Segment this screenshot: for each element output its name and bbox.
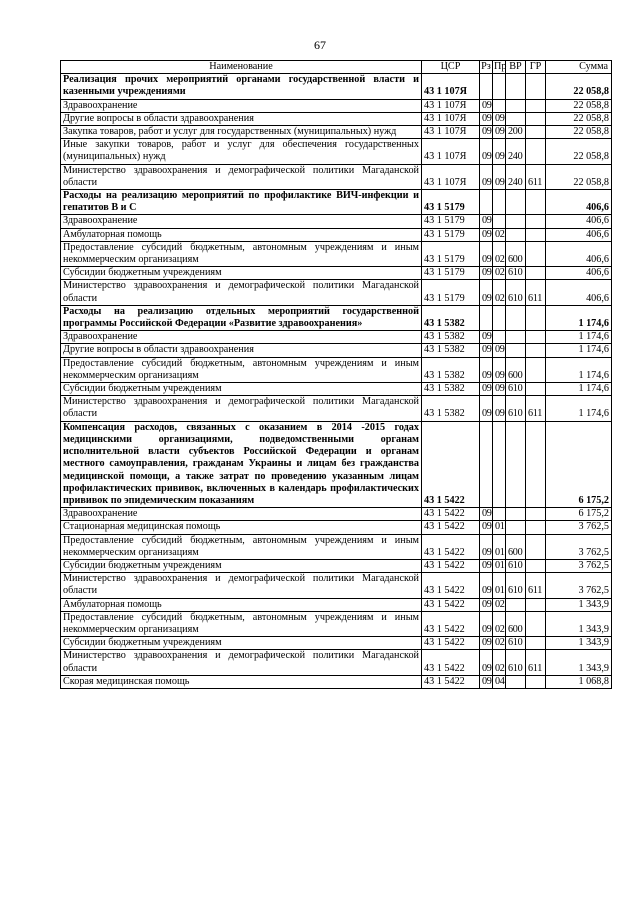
cell-gr (526, 305, 546, 330)
table-row (61, 675, 612, 688)
cell-sum: 1 343,9 (546, 650, 612, 675)
table-row (61, 559, 612, 572)
cell-name: Закупка товаров, работ и услуг для государственных (муниципальных) нужд (61, 126, 422, 139)
cell-gr: 611 (526, 650, 546, 675)
cell-sum: 1 174,6 (546, 357, 612, 382)
cell-name: Здравоохранение (61, 508, 422, 521)
cell-pr: 04 (493, 675, 506, 688)
cell-vr: 200 (506, 126, 526, 139)
cell-rz (480, 190, 493, 215)
cell-csr: 43 1 5382 (422, 357, 480, 382)
cell-name: Субсидии бюджетным учреждениям (61, 383, 422, 396)
cell-sum: 1 174,6 (546, 331, 612, 344)
cell-pr: 02 (493, 611, 506, 636)
cell-vr (506, 331, 526, 344)
cell-vr (506, 305, 526, 330)
cell-pr (493, 99, 506, 112)
cell-rz: 09 (480, 267, 493, 280)
cell-name: Здравоохранение (61, 215, 422, 228)
table-body (61, 74, 612, 689)
cell-name: Компенсация расходов, связанных с оказанием в 2014 -2015 годах медицинскими организациями, подведомственными органам исполнительной власти субъектов Российской Федерации и органам местного самоуправления, гражданам Украины и лицам без гражданства медицинской помощи, а также затрат по проведению указанным лицам профилактических прививок, включенных в календарь профилактических прививок по эпидемическим показаниям (61, 421, 422, 507)
cell-rz: 09 (480, 534, 493, 559)
cell-vr: 600 (506, 357, 526, 382)
cell-rz: 09 (480, 637, 493, 650)
cell-name: Другие вопросы в области здравоохранения (61, 344, 422, 357)
table-row (61, 637, 612, 650)
table-row (61, 521, 612, 534)
cell-sum: 406,6 (546, 280, 612, 305)
cell-vr (506, 521, 526, 534)
cell-pr: 02 (493, 267, 506, 280)
table-row (61, 383, 612, 396)
column-header-csr: ЦСР (422, 61, 480, 74)
cell-pr: 09 (493, 112, 506, 125)
cell-pr: 02 (493, 241, 506, 266)
column-header-name: Наименование (61, 61, 422, 74)
cell-pr: 02 (493, 280, 506, 305)
cell-sum: 406,6 (546, 228, 612, 241)
cell-sum: 406,6 (546, 215, 612, 228)
table-row (61, 99, 612, 112)
cell-name: Скорая медицинская помощь (61, 675, 422, 688)
column-header-sum: Сумма (546, 61, 612, 74)
cell-pr (493, 190, 506, 215)
cell-sum: 1 174,6 (546, 305, 612, 330)
cell-rz: 09 (480, 215, 493, 228)
cell-vr: 610 (506, 267, 526, 280)
cell-sum: 3 762,5 (546, 559, 612, 572)
cell-csr: 43 1 107Я (422, 99, 480, 112)
cell-name: Амбулаторная помощь (61, 598, 422, 611)
cell-vr: 610 (506, 559, 526, 572)
cell-name: Предоставление субсидий бюджетным, автономным учреждениям и иным некоммерческим организациям (61, 611, 422, 636)
table-row (61, 598, 612, 611)
table-row (61, 331, 612, 344)
cell-csr: 43 1 107Я (422, 164, 480, 189)
cell-csr: 43 1 5179 (422, 190, 480, 215)
cell-sum: 22 058,8 (546, 74, 612, 99)
cell-vr (506, 190, 526, 215)
cell-pr: 01 (493, 559, 506, 572)
cell-vr (506, 215, 526, 228)
cell-name: Министерство здравоохранения и демографической политики Магаданской области (61, 396, 422, 421)
cell-csr: 43 1 5422 (422, 611, 480, 636)
cell-pr: 02 (493, 598, 506, 611)
cell-pr: 01 (493, 534, 506, 559)
cell-vr (506, 508, 526, 521)
table-row (61, 228, 612, 241)
cell-name: Министерство здравоохранения и демографической политики Магаданской области (61, 650, 422, 675)
cell-csr: 43 1 5179 (422, 215, 480, 228)
table-row (61, 74, 612, 99)
cell-pr: 02 (493, 637, 506, 650)
cell-csr: 43 1 5422 (422, 650, 480, 675)
cell-name: Министерство здравоохранения и демографической политики Магаданской области (61, 280, 422, 305)
cell-name: Субсидии бюджетным учреждениям (61, 559, 422, 572)
cell-gr (526, 508, 546, 521)
cell-name: Здравоохранение (61, 331, 422, 344)
cell-gr (526, 344, 546, 357)
cell-vr (506, 228, 526, 241)
cell-rz: 09 (480, 383, 493, 396)
cell-sum: 1 343,9 (546, 637, 612, 650)
cell-csr: 43 1 5422 (422, 534, 480, 559)
cell-sum: 22 058,8 (546, 126, 612, 139)
cell-csr: 43 1 5179 (422, 228, 480, 241)
cell-csr: 43 1 5382 (422, 383, 480, 396)
cell-sum: 1 174,6 (546, 383, 612, 396)
table-row (61, 112, 612, 125)
cell-vr: 610 (506, 637, 526, 650)
cell-csr: 43 1 5422 (422, 637, 480, 650)
table-row (61, 344, 612, 357)
table-row (61, 573, 612, 598)
cell-sum: 1 174,6 (546, 344, 612, 357)
cell-csr: 43 1 5179 (422, 267, 480, 280)
cell-vr (506, 74, 526, 99)
cell-pr (493, 215, 506, 228)
cell-rz: 09 (480, 357, 493, 382)
cell-rz: 09 (480, 228, 493, 241)
table-header-row (61, 61, 612, 74)
cell-name: Министерство здравоохранения и демографической политики Магаданской области (61, 573, 422, 598)
cell-name: Министерство здравоохранения и демографической политики Магаданской области (61, 164, 422, 189)
cell-csr: 43 1 107Я (422, 139, 480, 164)
cell-gr (526, 228, 546, 241)
cell-rz: 09 (480, 675, 493, 688)
table-row (61, 190, 612, 215)
cell-gr: 611 (526, 280, 546, 305)
cell-vr (506, 344, 526, 357)
cell-name: Расходы на реализацию мероприятий по профилактике ВИЧ-инфекции и гепатитов B и C (61, 190, 422, 215)
cell-rz: 09 (480, 139, 493, 164)
cell-gr (526, 534, 546, 559)
cell-vr (506, 598, 526, 611)
cell-pr: 09 (493, 126, 506, 139)
table-row (61, 215, 612, 228)
cell-sum: 406,6 (546, 190, 612, 215)
cell-gr (526, 383, 546, 396)
cell-csr: 43 1 5422 (422, 675, 480, 688)
cell-name: Субсидии бюджетным учреждениям (61, 267, 422, 280)
cell-gr (526, 331, 546, 344)
table-row (61, 611, 612, 636)
cell-pr: 09 (493, 164, 506, 189)
column-header-gr: ГР (526, 61, 546, 74)
cell-sum: 6 175,2 (546, 421, 612, 507)
cell-gr (526, 126, 546, 139)
cell-gr (526, 637, 546, 650)
cell-gr (526, 139, 546, 164)
cell-vr (506, 112, 526, 125)
column-header-vr: ВР (506, 61, 526, 74)
cell-vr: 610 (506, 650, 526, 675)
cell-pr (493, 331, 506, 344)
cell-csr: 43 1 5422 (422, 559, 480, 572)
cell-rz (480, 74, 493, 99)
cell-name: Реализация прочих мероприятий органами государственной власти и казенными учреждениями (61, 74, 422, 99)
table-row (61, 305, 612, 330)
cell-pr: 02 (493, 650, 506, 675)
table-row (61, 164, 612, 189)
cell-csr: 43 1 5422 (422, 421, 480, 507)
cell-vr (506, 421, 526, 507)
cell-name: Стационарная медицинская помощь (61, 521, 422, 534)
cell-csr: 43 1 5382 (422, 331, 480, 344)
cell-name: Здравоохранение (61, 99, 422, 112)
cell-vr (506, 99, 526, 112)
cell-rz: 09 (480, 611, 493, 636)
cell-rz: 09 (480, 344, 493, 357)
cell-name: Субсидии бюджетным учреждениям (61, 637, 422, 650)
cell-csr: 43 1 5382 (422, 344, 480, 357)
cell-pr: 09 (493, 344, 506, 357)
cell-vr: 600 (506, 534, 526, 559)
cell-gr (526, 99, 546, 112)
table-row (61, 357, 612, 382)
cell-pr: 01 (493, 573, 506, 598)
table-row (61, 139, 612, 164)
cell-name: Расходы на реализацию отдельных мероприятий государственной программы Российской Федерации «Развитие здравоохранения» (61, 305, 422, 330)
cell-sum: 1 343,9 (546, 598, 612, 611)
cell-vr: 610 (506, 280, 526, 305)
cell-csr: 43 1 5382 (422, 305, 480, 330)
cell-sum: 3 762,5 (546, 573, 612, 598)
cell-pr (493, 421, 506, 507)
cell-rz: 09 (480, 280, 493, 305)
cell-vr: 600 (506, 611, 526, 636)
cell-gr (526, 215, 546, 228)
cell-gr (526, 112, 546, 125)
table-row (61, 280, 612, 305)
cell-sum: 22 058,8 (546, 99, 612, 112)
cell-rz: 09 (480, 573, 493, 598)
cell-gr: 611 (526, 164, 546, 189)
cell-sum: 1 068,8 (546, 675, 612, 688)
cell-vr: 610 (506, 573, 526, 598)
cell-gr (526, 521, 546, 534)
cell-vr: 600 (506, 241, 526, 266)
table-row (61, 396, 612, 421)
cell-rz: 09 (480, 598, 493, 611)
cell-pr: 01 (493, 521, 506, 534)
cell-gr: 611 (526, 573, 546, 598)
cell-pr: 09 (493, 357, 506, 382)
cell-rz: 09 (480, 164, 493, 189)
budget-table (60, 60, 612, 689)
cell-csr: 43 1 5422 (422, 598, 480, 611)
table-row (61, 421, 612, 507)
cell-rz (480, 421, 493, 507)
cell-gr (526, 421, 546, 507)
cell-rz: 09 (480, 396, 493, 421)
cell-name: Амбулаторная помощь (61, 228, 422, 241)
cell-csr: 43 1 5179 (422, 241, 480, 266)
cell-sum: 406,6 (546, 267, 612, 280)
cell-gr (526, 675, 546, 688)
cell-name: Иные закупки товаров, работ и услуг для обеспечения государственных (муниципальных) нужд (61, 139, 422, 164)
cell-gr: 611 (526, 396, 546, 421)
cell-sum: 1 174,6 (546, 396, 612, 421)
cell-rz: 09 (480, 559, 493, 572)
cell-gr (526, 267, 546, 280)
table-row (61, 508, 612, 521)
cell-csr: 43 1 5422 (422, 508, 480, 521)
cell-gr (526, 74, 546, 99)
cell-name: Предоставление субсидий бюджетным, автономным учреждениям и иным некоммерческим организациям (61, 534, 422, 559)
cell-rz: 09 (480, 650, 493, 675)
cell-csr: 43 1 107Я (422, 126, 480, 139)
cell-sum: 3 762,5 (546, 534, 612, 559)
cell-sum: 22 058,8 (546, 164, 612, 189)
cell-rz (480, 305, 493, 330)
cell-csr: 43 1 107Я (422, 74, 480, 99)
cell-rz: 09 (480, 508, 493, 521)
page-number: 67 (314, 38, 326, 52)
cell-sum: 22 058,8 (546, 112, 612, 125)
cell-pr (493, 305, 506, 330)
cell-vr: 610 (506, 396, 526, 421)
cell-csr: 43 1 5422 (422, 573, 480, 598)
cell-vr (506, 675, 526, 688)
cell-gr (526, 598, 546, 611)
cell-csr: 43 1 107Я (422, 112, 480, 125)
cell-name: Другие вопросы в области здравоохранения (61, 112, 422, 125)
cell-sum: 1 343,9 (546, 611, 612, 636)
cell-rz: 09 (480, 241, 493, 266)
cell-rz: 09 (480, 99, 493, 112)
cell-rz: 09 (480, 126, 493, 139)
cell-csr: 43 1 5179 (422, 280, 480, 305)
cell-sum: 406,6 (546, 241, 612, 266)
table-row (61, 267, 612, 280)
table-row (61, 534, 612, 559)
table-row (61, 241, 612, 266)
cell-pr: 02 (493, 228, 506, 241)
cell-pr (493, 74, 506, 99)
cell-gr (526, 559, 546, 572)
cell-vr: 610 (506, 383, 526, 396)
cell-vr: 240 (506, 139, 526, 164)
cell-csr: 43 1 5422 (422, 521, 480, 534)
cell-sum: 6 175,2 (546, 508, 612, 521)
cell-rz: 09 (480, 331, 493, 344)
cell-rz: 09 (480, 521, 493, 534)
column-header-rz: Рз (481, 61, 491, 72)
table-row (61, 126, 612, 139)
cell-gr (526, 357, 546, 382)
cell-csr: 43 1 5382 (422, 396, 480, 421)
cell-gr (526, 241, 546, 266)
cell-gr (526, 190, 546, 215)
cell-rz: 09 (480, 112, 493, 125)
column-header-pr: Пр (494, 61, 507, 72)
cell-pr: 09 (493, 139, 506, 164)
table-row (61, 650, 612, 675)
cell-sum: 22 058,8 (546, 139, 612, 164)
cell-name: Предоставление субсидий бюджетным, автономным учреждениям и иным некоммерческим организациям (61, 241, 422, 266)
cell-sum: 3 762,5 (546, 521, 612, 534)
cell-name: Предоставление субсидий бюджетным, автономным учреждениям и иным некоммерческим организациям (61, 357, 422, 382)
cell-gr (526, 611, 546, 636)
cell-pr: 09 (493, 396, 506, 421)
cell-vr: 240 (506, 164, 526, 189)
cell-pr (493, 508, 506, 521)
cell-pr: 09 (493, 383, 506, 396)
